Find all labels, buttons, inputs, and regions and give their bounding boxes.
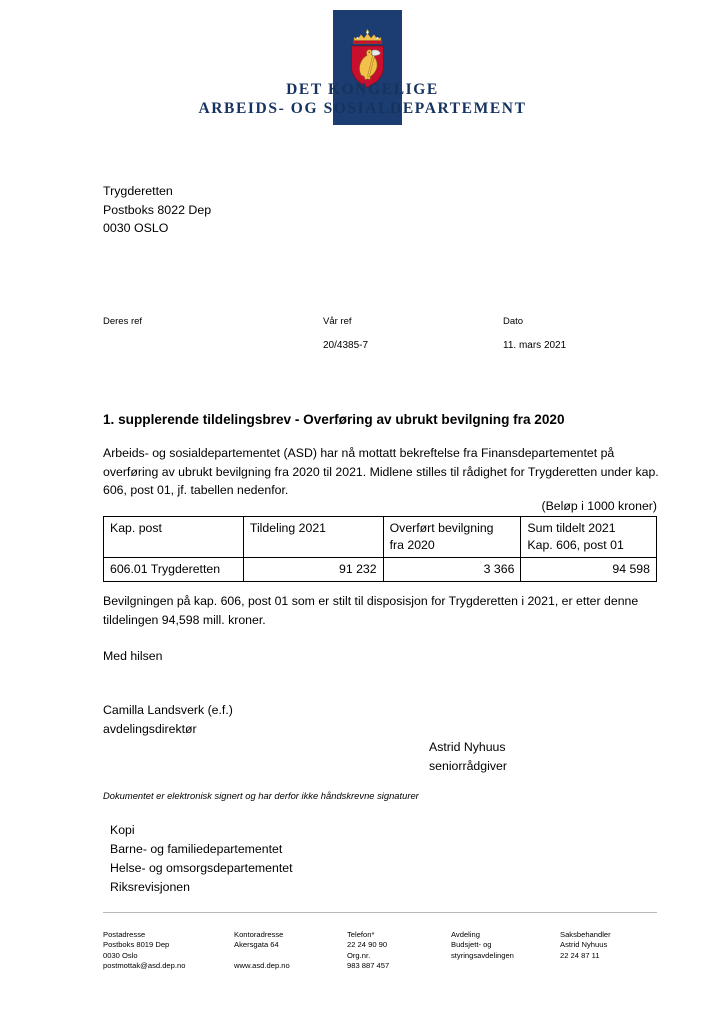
footer-postadresse-line1: Postboks 8019 Dep [103,940,170,950]
copy-label: Kopi [110,823,135,837]
header-sum-line1: Sum tildelt 2021 [527,521,616,535]
header-overfort-line1: Overført bevilgning [389,521,494,535]
recipient-address-block [103,182,211,238]
table-row [104,558,657,582]
footer-column-telefon [347,930,447,972]
footer-heading-kontoradresse: Kontoradresse [234,930,284,939]
cell-sum: 94 598 [521,558,657,582]
electronic-signature-note: Dokumentet er elektronisk signert og har derfor ikke håndskrevne signaturer [103,790,419,801]
footer [103,930,663,990]
footer-telefon-number: 22 24 90 90 [347,940,388,950]
footer-avdeling-line2: styringsavdelingen [451,950,514,960]
copy-recipient-1: Barne- og familiedepartementet [110,842,283,856]
their-ref-column [103,315,142,339]
recipient-street: Postboks 8022 Dep [103,202,212,217]
copy-recipient-3: Riksrevisjonen [110,880,190,894]
logo-line-department: ARBEIDS- OG SOSIALDEPARTEMENT [198,100,527,117]
header-sum-line2: Kap. 606, post 01 [527,538,624,552]
date-value: 11. mars 2021 [503,340,567,351]
footer-kontoradresse-spacer [234,951,339,961]
table-header-row [104,517,657,558]
our-ref-value: 20/4385-7 [323,340,369,351]
header-sum [521,517,657,558]
letterhead [0,0,725,150]
signature-left-title: avdelingsdirektør [103,721,197,736]
footer-kontoradresse-website[interactable]: www.asd.dep.no [234,961,290,971]
their-ref-label: Deres ref [103,316,143,327]
date-column [503,315,566,353]
footer-heading-postadresse: Postadresse [103,930,146,939]
footer-orgnr-value: 983 887 457 [347,961,390,971]
cell-overfort: 3 366 [383,558,521,582]
signature-right-title: seniorrådgiver [429,758,507,773]
greeting-text: Med hilsen [103,649,163,663]
cell-tildeling: 91 232 [243,558,383,582]
intro-paragraph: Arbeids- og sosialdepartementet (ASD) har nå mottatt bekreftelse fra Finansdepartementet på overføring av ubrukt bevilgning fra 2020 til 2021. Midlene stilles til rådighet for Trygderetten under kap. 606, post 01, jf. tabellen nedenfor. [103,446,659,498]
copy-recipient-2: Helse- og omsorgsdepartementet [110,861,293,875]
footer-orgnr-label: Org.nr. [347,950,371,960]
amount-unit-note: (Beløp i 1000 kroner) [541,499,657,513]
department-logo-text [0,80,725,118]
footer-postadresse-email[interactable]: postmottak@asd.dep.no [103,961,186,971]
signature-left [103,701,233,738]
our-ref-label: Vår ref [323,316,352,327]
footer-postadresse-line2: 0030 Oslo [103,950,138,960]
footer-kontoradresse-line1: Akersgata 64 [234,940,279,950]
date-label: Dato [503,316,524,327]
footer-saksbehandler-name: Astrid Nyhuus [560,940,608,950]
allocation-table [103,516,657,582]
footer-saksbehandler-phone: 22 24 87 11 [560,950,600,960]
footer-heading-telefon: Telefon* [347,930,375,939]
our-ref-column [323,315,368,353]
recipient-postal: 0030 OSLO [103,221,169,235]
header-kap-post: Kap. post [104,517,244,558]
document-title: 1. supplerende tildelingsbrev - Overføring av ubrukt bevilgning fra 2020 [103,412,565,427]
after-table-paragraph: Bevilgningen på kap. 606, post 01 som er stilt til disposisjon for Trygderetten i 2021, er etter denne tildelingen 94,598 mill. kroner. [103,594,639,627]
recipient-name: Trygderetten [103,184,173,198]
footer-column-postadresse [103,930,233,972]
footer-avdeling-line1: Budsjett- og [451,940,492,950]
footer-column-avdeling [451,930,556,961]
footer-divider [103,912,657,913]
copy-recipients-block [110,821,293,897]
signature-left-name: Camilla Landsverk (e.f.) [103,703,233,717]
logo-line-kongelige: DET KONGELIGE [286,81,439,98]
footer-heading-saksbehandler: Saksbehandler [560,930,611,939]
signature-right-name: Astrid Nyhuus [429,740,506,754]
header-tildeling: Tildeling 2021 [243,517,383,558]
footer-column-saksbehandler [560,930,670,961]
footer-heading-avdeling: Avdeling [451,930,480,939]
cell-kap-post: 606.01 Trygderetten [104,558,244,582]
header-overfort [383,517,521,558]
footer-column-kontoradresse [234,930,339,972]
header-overfort-line2: fra 2020 [389,538,435,552]
signature-right [429,738,507,775]
